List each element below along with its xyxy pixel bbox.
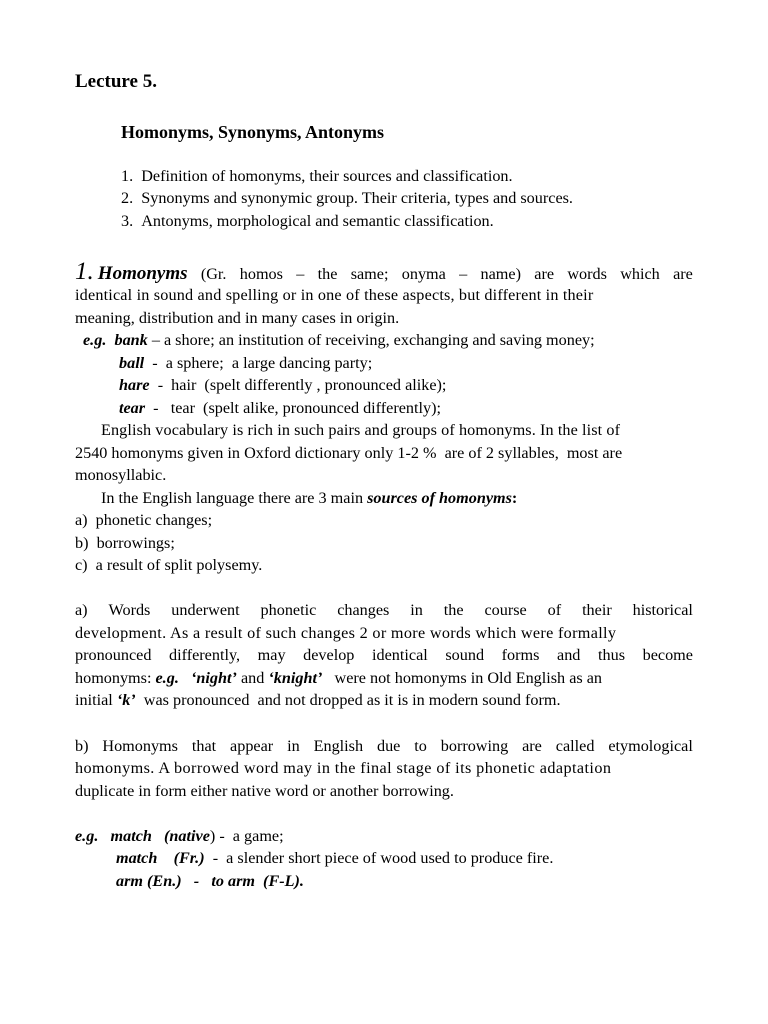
word: onyma [401,265,446,283]
text: initial [75,691,117,709]
homonyms-definition-line-3: meaning, distribution and in many cases in origin. [75,309,400,327]
word: b) [75,737,89,755]
word: and [557,646,581,664]
word: phonetic [260,601,317,619]
word: a) [75,601,88,619]
example-definition: ) - a game; [209,827,284,845]
section-heading [75,258,188,286]
word: changes [337,601,390,619]
example-word: ‘night’ [191,669,237,687]
example-definition: - tear (spelt alike, pronounced differently); [145,399,441,417]
example-definition: - a sphere; a large dancing party; [144,354,373,372]
list-item-text: Definition of homonyms, their sources and classification. [141,167,513,185]
example-origin: (native [164,827,210,845]
text: homonyms: [75,669,156,687]
word: same; [350,265,389,283]
word: homos [239,265,283,283]
word: are [522,737,542,755]
example-match-native [75,827,284,846]
example-word: ‘knight’ [268,669,323,687]
example-word: tear [119,399,146,417]
list-item [121,167,513,186]
word: become [642,646,693,664]
word: in [410,601,423,619]
word: – [296,265,305,283]
word: Words [108,601,151,619]
example-ball [119,354,372,373]
word: course [484,601,527,619]
word: in [287,737,300,755]
word: historical [632,601,693,619]
homonyms-definition-line-1 [75,258,693,286]
list-item-number: 3. [121,212,134,230]
list-item [121,212,494,231]
text: were not homonyms in Old English as an [322,669,603,687]
word: Homonyms [102,737,178,755]
word: develop [303,646,355,664]
paragraph-a-line-3 [75,646,693,665]
word: their [582,601,612,619]
example-label: e.g. [155,669,179,687]
paragraph-a-line-4 [75,669,602,688]
example-tear [119,399,441,418]
example-bank [83,331,595,350]
word: name) [480,265,521,283]
paragraph-b-line-1 [75,737,693,756]
list-item-number: 1. [121,167,134,185]
vocabulary-paragraph-line-2: 2540 homonyms given in Oxford dictionary only 1-2 % are of 2 syllables, most are [75,444,623,462]
word: that [191,737,217,755]
list-item: b) borrowings; [75,534,175,552]
example-definition: – a shore; an institution of receiving, exchanging and saving money; [147,331,595,349]
list-item-number: 2. [121,189,134,207]
section-number-dot: . [87,258,94,285]
list-item: c) a result of split polysemy. [75,556,263,574]
homonyms-definition-line-2: identical in sound and spelling or in one of these aspects, but different in their [75,286,594,304]
word: differently, [169,646,241,664]
paragraph-b-line-3: duplicate in form either native word or another borrowing. [75,782,454,800]
example-word: match [116,849,158,867]
list-item-text: Antonyms, morphological and semantic classification. [141,212,494,230]
example-word: match [110,827,152,845]
word: etymological [608,737,693,755]
word: are [673,265,693,283]
word: of [547,601,562,619]
word: underwent [171,601,240,619]
example-arm: arm (En.) - to arm (F-L). [116,872,304,890]
list-item [121,189,573,208]
example-label: e.g. [83,331,107,349]
example-definition: - a slender short piece of wood used to produce fire. [204,849,554,867]
word: words [567,265,607,283]
sources-intro [101,489,517,508]
word: are [534,265,555,283]
lecture-title: Lecture 5. [75,71,157,92]
word: – [459,265,468,283]
paragraph-a-line-1 [75,601,693,620]
word: appear [230,737,274,755]
list-item-text: Synonyms and synonymic group. Their criteria, types and sources. [141,189,573,207]
word: English [313,737,364,755]
example-origin: (Fr.) [173,849,205,867]
word: may [257,646,286,664]
vocabulary-paragraph-line-1: English vocabulary is rich in such pairs and groups of homonyms. In the list of [101,421,621,439]
text: was pronounced and not dropped as it is in modern sound form. [135,691,561,709]
word: to [414,737,427,755]
example-word: hare [119,376,150,394]
word: (Gr. [200,265,227,283]
paragraph-a-line-5 [75,691,561,710]
paragraph-a-line-2: development. As a result of such changes 2 or more words which were formally [75,624,617,642]
word: the [443,601,464,619]
example-label: e.g. [75,827,99,845]
example-word: bank [114,331,148,349]
word: thus [598,646,626,664]
sources-colon: : [511,489,518,507]
list-item: a) phonetic changes; [75,511,213,529]
lecture-subtitle: Homonyms, Synonyms, Antonyms [121,122,385,142]
example-match-french [116,849,553,868]
word: due [376,737,401,755]
word: borrowing [440,737,509,755]
word: sound [445,646,485,664]
word: identical [372,646,428,664]
word: pronounced [75,646,152,664]
example-word: ball [119,354,145,372]
sources-emphasis: sources of homonyms [367,489,512,507]
word: forms [501,646,540,664]
example-hare [119,376,446,395]
word: which [620,265,660,283]
sources-intro-text: In the English language there are 3 main [101,489,368,507]
example-word: ‘k’ [116,691,136,709]
word: called [555,737,595,755]
example-definition: - hair (spelt differently , pronounced alike); [149,376,447,394]
vocabulary-paragraph-line-3: monosyllabic. [75,466,167,484]
section-heading-word: Homonyms [97,263,188,284]
text: and [236,669,269,687]
word: the [317,265,338,283]
paragraph-b-line-2: homonyms. A borrowed word may in the final stage of its phonetic adaptation [75,759,612,777]
section-number: 1 [75,258,88,285]
